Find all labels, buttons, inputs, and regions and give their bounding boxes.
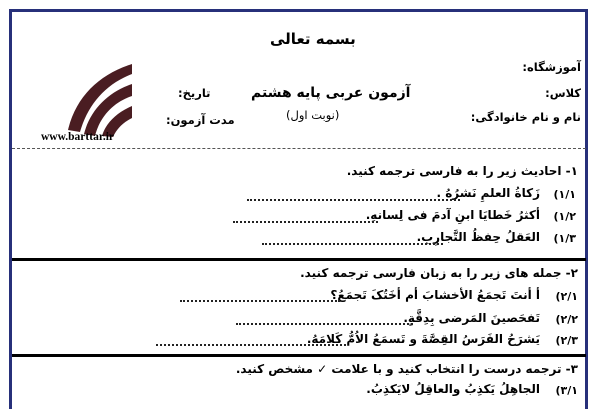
duration-label: مدت آزمون: bbox=[166, 113, 235, 127]
item-2-2-text: تَفحَصینَ المَرضی بِدِقَّةٍ. bbox=[403, 311, 540, 325]
exam-title: آزمون عربی پایه هشتم bbox=[251, 85, 411, 101]
class-label: کلاس: bbox=[545, 86, 581, 100]
item-3-1-text: الجاهِلُ یَکذِبُ والعاقِلُ لایَکذِبُ. bbox=[366, 382, 540, 396]
date-label: تاریخ: bbox=[178, 86, 211, 100]
basmala: بسمه تعالی bbox=[270, 30, 356, 48]
item-1-2-number: ۱/۲) bbox=[553, 210, 576, 223]
item-2-1-text: أ أنتَ تَجمَعُ الأخشابَ أم أخَتُکَ تَجمَعُ؟ bbox=[330, 288, 540, 302]
exam-turn: (نوبت اول) bbox=[286, 108, 340, 122]
item-2-1-number: ۲/۱) bbox=[555, 290, 578, 303]
section-1-title: ۱- احادیث زیر را به فارسی ترجمه کنید. bbox=[346, 164, 578, 178]
header-separator bbox=[12, 148, 586, 149]
item-2-3-text: یَشرَحُ الفَرَسُ القِصَّةَ و تَسمَعُ الاُمُّ کَلامَهُ. bbox=[306, 332, 540, 346]
item-3-1-number: ۳/۱) bbox=[555, 384, 578, 397]
section-2-title: ۲- جمله های زیر را به زبان فارسی ترجمه کنید. bbox=[300, 266, 578, 280]
item-1-3-answer-line bbox=[262, 243, 443, 245]
section-separator-1 bbox=[12, 258, 586, 261]
item-2-3-number: ۲/۳) bbox=[555, 334, 578, 347]
school-label: آموزشگاه: bbox=[522, 60, 581, 74]
name-label: نام و نام خانوادگی: bbox=[470, 110, 581, 124]
item-1-3-number: ۱/۳) bbox=[553, 232, 576, 245]
item-2-2-number: ۲/۲) bbox=[555, 313, 578, 326]
item-1-2-answer-line bbox=[233, 221, 378, 223]
item-2-3-answer-line bbox=[156, 344, 346, 346]
item-1-1-text: زَکاةُ العلمِ نَشرُهُ . bbox=[436, 186, 540, 200]
item-2-1-answer-line bbox=[180, 300, 340, 302]
section-separator-2 bbox=[12, 354, 586, 357]
item-1-1-number: ۱/۱) bbox=[553, 188, 576, 201]
item-1-3-text: العَقلُ حِفظُ التَّجارِبِ. bbox=[416, 230, 540, 244]
section-3-title: ۳- ترجمه درست را انتخاب کنید و با علامت ✓ مشخص کنید. bbox=[235, 362, 578, 376]
barttar-logo bbox=[62, 56, 134, 138]
website-url: www.barttar.ir bbox=[41, 131, 115, 143]
item-1-2-text: أکثرُ خَطایَا ابنِ آدمَ فی لِسانهِ. bbox=[365, 208, 540, 222]
item-1-1-answer-line bbox=[247, 199, 460, 201]
item-2-2-answer-line bbox=[236, 323, 413, 325]
